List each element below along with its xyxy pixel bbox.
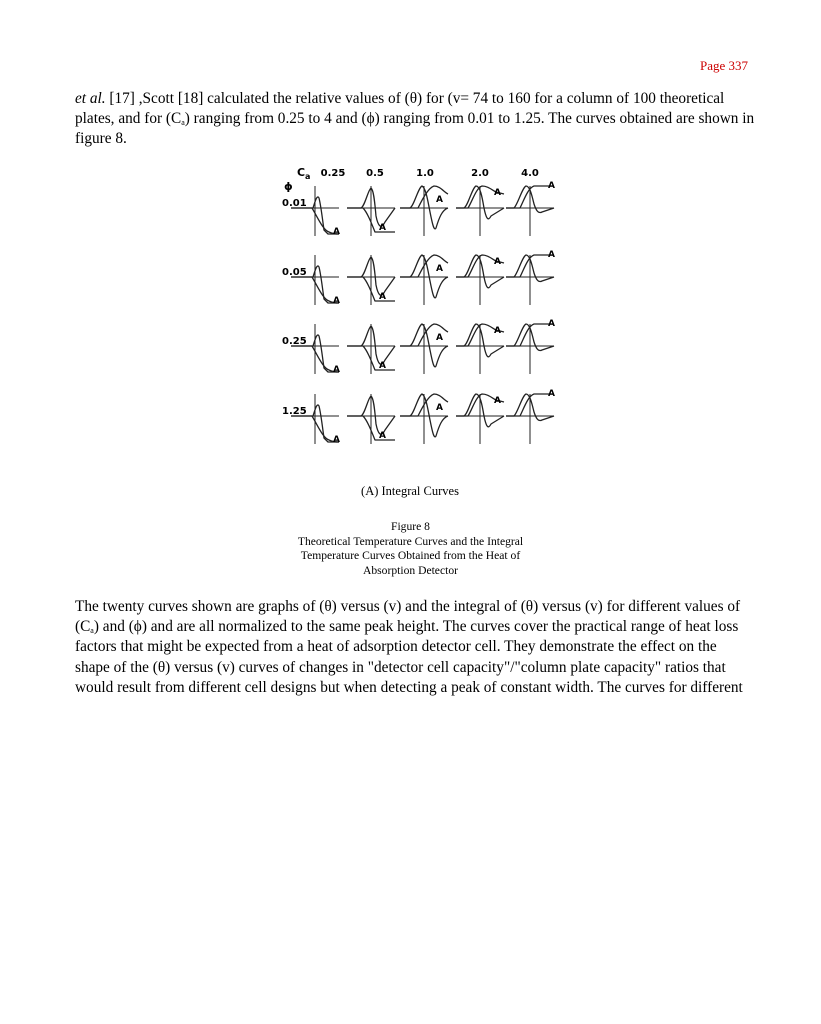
curve-grid <box>275 163 555 503</box>
curve-cell <box>347 324 395 374</box>
integral-curve-marker: A <box>436 333 443 343</box>
paragraph-discussion <box>75 597 755 698</box>
curve-cell <box>456 394 504 444</box>
figure-caption <box>258 520 563 578</box>
ca-subscript-2: a <box>90 626 94 636</box>
integral-curve-marker: A <box>379 223 386 233</box>
integral-curve-marker: A <box>548 389 555 399</box>
ca-label-subscript: a <box>305 172 311 181</box>
curve-cell <box>506 250 555 305</box>
paragraph-intro-text-2: ) ranging from 0.25 to 4 and (ϕ) ranging from 0.01 to 1.25. The curves obtained are shown in figure 8. <box>75 110 755 148</box>
integral-curve-marker: A <box>333 227 340 237</box>
curve-cell <box>347 394 395 444</box>
curve-cell <box>347 255 395 305</box>
curve-cell <box>291 324 340 375</box>
curve-cell <box>291 186 340 237</box>
paragraph-intro <box>75 89 755 150</box>
curve-cell <box>400 255 448 305</box>
ca-column-label: 0.5 <box>366 168 384 179</box>
caption-line-4: Absorption Detector <box>363 563 458 577</box>
integral-curve-marker: A <box>548 250 555 260</box>
curve-cell <box>456 186 504 236</box>
integral-curve-marker: A <box>494 396 501 406</box>
ca-column-label: 0.25 <box>320 168 346 179</box>
integral-curve-marker: A <box>333 296 340 306</box>
phi-row-label: 1.25 <box>282 406 307 417</box>
curve-cell <box>291 255 340 306</box>
citation-lead: et al. <box>75 90 106 107</box>
phi-row-label: 0.05 <box>282 267 307 278</box>
curve-cell <box>400 186 448 236</box>
phi-row-label: 0.25 <box>282 336 307 347</box>
paragraph-discussion-text-1: The twenty curves shown are graphs of (θ) versus (v) and the integral of (θ) versus (v) for different values of (C <box>75 598 741 636</box>
curve-cell <box>291 394 340 445</box>
integral-curve-marker: A <box>333 365 340 375</box>
panel-title: (A) Integral Curves <box>361 484 459 498</box>
curve-cell <box>400 394 448 444</box>
integral-curve-marker: A <box>494 257 501 267</box>
integral-curve-marker: A <box>494 326 501 336</box>
integral-curve-marker: A <box>494 188 501 198</box>
integral-curve-marker: A <box>379 361 386 371</box>
ca-label: C <box>297 166 306 179</box>
phi-row-label: 0.01 <box>282 198 307 209</box>
integral-curve-marker: A <box>436 264 443 274</box>
curve-cell <box>506 389 555 444</box>
paragraph-intro-text-1: [17] ,Scott [18] calculated the relative values of (θ) for (v= 74 to 160 for a column of 100 theoretical plates, and for (C <box>75 90 725 128</box>
ca-column-label: 1.0 <box>416 168 434 179</box>
page-number: Page 337 <box>699 58 748 73</box>
ca-subscript: a <box>181 118 185 128</box>
ca-column-label: 2.0 <box>471 168 489 179</box>
integral-curve-marker: A <box>379 292 386 302</box>
integral-curve-marker: A <box>548 319 555 329</box>
integral-curve-marker: A <box>333 435 340 445</box>
figure-header <box>284 166 310 193</box>
phi-label: ϕ <box>284 180 293 193</box>
caption-line-3: Temperature Curves Obtained from the Heat of <box>300 549 521 563</box>
figure-8 <box>275 163 555 503</box>
curve-cell <box>456 324 504 374</box>
curve-cell <box>506 181 555 236</box>
curve-cell <box>506 319 555 374</box>
caption-line-1: Figure 8 <box>391 520 430 533</box>
ca-column-label: 4.0 <box>521 168 539 179</box>
integral-curve-marker: A <box>379 431 386 441</box>
integral-curve-marker: A <box>548 181 555 191</box>
curve-cell <box>347 186 395 236</box>
curve-cell <box>456 255 504 305</box>
integral-curve-marker: A <box>436 403 443 413</box>
integral-curve-marker: A <box>436 195 443 205</box>
curve-cell <box>400 324 448 374</box>
caption-line-2: Theoretical Temperature Curves and the Integral <box>297 534 524 548</box>
paragraph-discussion-text-2: ) and (ϕ) and are all normalized to the same peak height. The curves cover the practical range of heat loss factors that might be expected from a heat of adsorption detector cell. They demonstrate the effect on the shape of the (θ) versus (v) curves of changes in "detector cell capacity"/"column plate capacity" ratios that would result from different cell designs but when detecting a peak of constant width. The curves for different <box>75 618 743 696</box>
